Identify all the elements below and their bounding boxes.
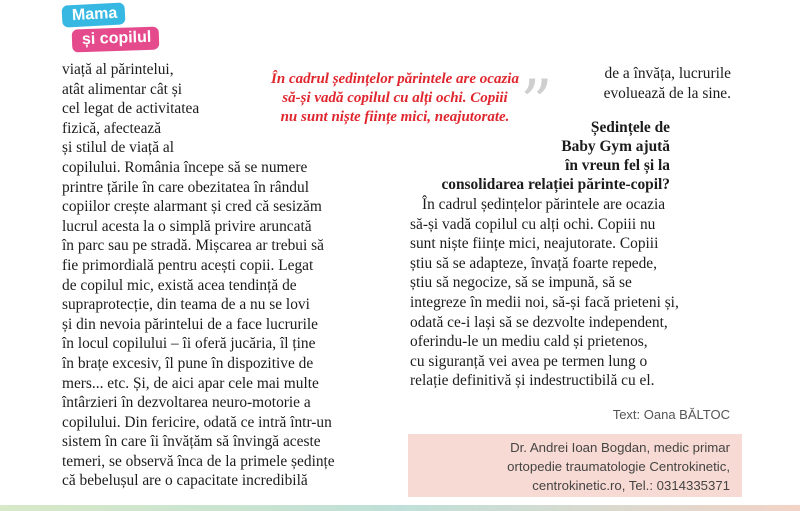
quote-line: În cadrul ședințelor părintele are ocazia bbox=[271, 71, 519, 87]
text-line: viață al părintelui, bbox=[62, 61, 174, 78]
heading-line: Ședințele de bbox=[590, 119, 670, 136]
text-line: odată ce-i lași să se dezvolte independent, bbox=[410, 313, 668, 331]
text-line: printre țările în care obezitatea în rândul bbox=[62, 178, 309, 196]
text-line: să-și vadă copilul cu alți ochi. Copiii nu bbox=[410, 215, 656, 233]
heading-line: în vreun fel și la bbox=[565, 157, 670, 174]
text-line: fizică, afectează bbox=[62, 119, 162, 137]
text-line: știu să negocize, să se impună, să se bbox=[410, 274, 632, 292]
expert-line: Dr. Andrei Ioan Bogdan, medic primar bbox=[510, 440, 730, 455]
text-line: că bebelușul are o capacitate incredibilă bbox=[62, 472, 308, 490]
text-line: copilului. România începe să se numere bbox=[62, 158, 308, 176]
text-line: în locul copilului – îi oferă jucăria, îl ține bbox=[62, 335, 316, 353]
text-line: întârzieri în dezvoltarea neuro-motorie a bbox=[62, 394, 311, 412]
text-line: și stilul de viață al bbox=[62, 139, 174, 157]
text-line: evoluează de la sine. bbox=[603, 84, 731, 102]
heading-line: Baby Gym ajută bbox=[561, 138, 670, 155]
right-column-text bbox=[410, 195, 735, 391]
text-line: cu siguranță vei avea pe termen lung o bbox=[410, 352, 648, 370]
text-line: copilului. Din fericire, odată ce intră într-un bbox=[62, 413, 332, 431]
bottom-decorative-strip bbox=[0, 505, 800, 511]
expert-info-box bbox=[408, 434, 742, 497]
right-column-continuation bbox=[556, 64, 731, 103]
text-line: sunt niște ființe mici, neajutorate. Copiii bbox=[410, 235, 659, 253]
text-line: de a învăța, lucrurile bbox=[604, 65, 731, 82]
text-line: fie primordială pentru acești copii. Legat bbox=[62, 256, 314, 274]
quote-line: nu sunt niște ființe mici, neajutorate. bbox=[280, 109, 510, 125]
magazine-logo-bottom: și copilul bbox=[72, 26, 160, 52]
heading-line: consolidarea relației părinte-copil? bbox=[441, 176, 670, 193]
text-line: sistem în care îi învățăm să învingă aceste bbox=[62, 433, 321, 451]
text-line: în brațe excesiv, îl pune în dispozitive de bbox=[62, 354, 314, 372]
text-line: atât alimentar cât și bbox=[62, 80, 183, 98]
magazine-logo-top: Mama bbox=[61, 2, 125, 27]
text-line: lucrul acesta la o simplă privire aruncată bbox=[62, 217, 312, 235]
text-line: integreze în medii noi, să-și facă prieteni și, bbox=[410, 293, 679, 311]
text-line: de copilul mic, există acea tendință de bbox=[62, 276, 297, 294]
expert-line: centrokinetic.ro, Tel.: 0314335371 bbox=[532, 478, 730, 493]
text-line: și din nevoia părintelui de a face lucrurile bbox=[62, 315, 318, 333]
expert-line: ortopedie traumatologie Centrokinetic, bbox=[507, 459, 730, 474]
text-line: relație definitivă și indestructibilă cu el. bbox=[410, 372, 655, 390]
section-heading bbox=[410, 118, 670, 194]
text-line: În cadrul ședințelor părintele are ocazia bbox=[422, 196, 666, 213]
text-line: copiilor crește alarmant și cred că sesizăm bbox=[62, 198, 322, 216]
text-line: cel legat de activitatea bbox=[62, 100, 200, 118]
text-line: supraprotecție, din teama de a nu se lovi bbox=[62, 296, 310, 314]
text-line: mers... etc. Și, de aici apar cele mai multe bbox=[62, 374, 319, 392]
quote-line: să-și vadă copilul cu alți ochi. Copiii bbox=[282, 90, 508, 106]
text-line: știu să se adapteze, învață foarte repede, bbox=[410, 254, 657, 272]
text-line: temeri, se observă înca de la primele ședințe bbox=[62, 452, 335, 470]
text-line: în parc sau pe stradă. Mișcarea ar trebui să bbox=[62, 237, 324, 255]
author-credit: Text: Oana BĂLTOC bbox=[612, 407, 730, 422]
text-line: oferindu-le un mediu cald și prietenos, bbox=[410, 333, 648, 351]
quote-mark-icon: ” bbox=[520, 67, 553, 141]
